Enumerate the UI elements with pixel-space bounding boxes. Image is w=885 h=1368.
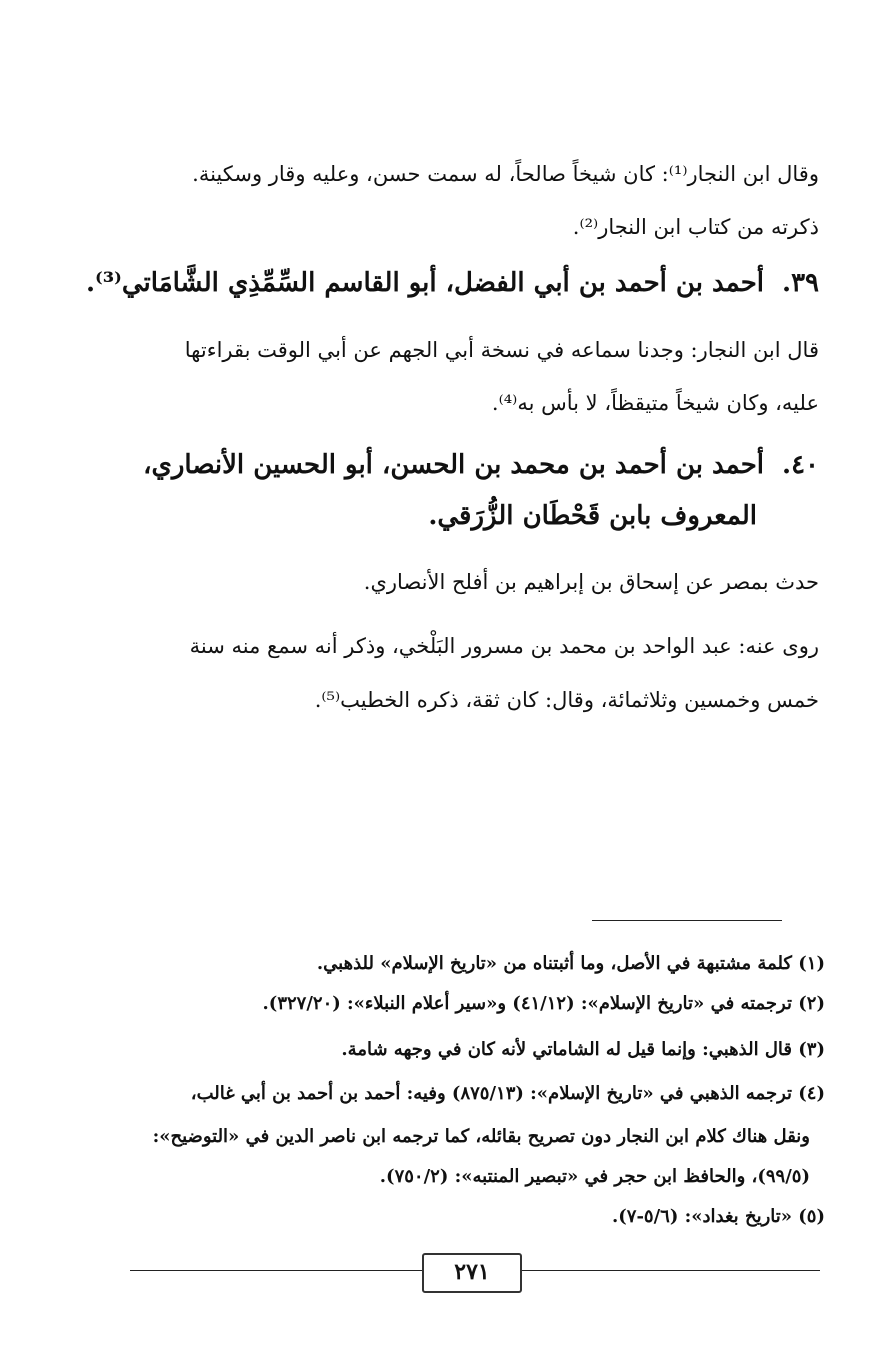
footnote-1: (١) كلمة مشتبهة في الأصل، وما أثبتناه من «تاريخ الإسلام» للذهبي. [316,953,825,974]
footnote-2: (٢) ترجمته في «تاريخ الإسلام»: (٤١/١٢) و«سير أعلام النبلاء»: (٣٢٧/٢٠). [262,993,825,1014]
paragraph-line: خمس وخمسين وثلاثمائة، وقال: كان ثقة، ذكره الخطيب⁽⁵⁾. [314,688,819,712]
paragraph-line: ذكرته من كتاب ابن النجار⁽²⁾. [572,215,819,239]
page-number: ٢٧١ [422,1253,522,1293]
footnote-4-cont: ونقل هناك كلام ابن النجار دون تصريح بقائله، كما ترجمه ابن ناصر الدين في «التوضيح»: [152,1126,810,1147]
entry-heading-40 [66,448,819,482]
paragraph-line: عليه، وكان شيخاً متيقظاً، لا بأس به⁽⁴⁾. [491,391,819,415]
paragraph-line: روى عنه: عبد الواحد بن محمد بن مسرور البَلْخي، وذكر أنه سمع منه سنة [189,634,819,658]
entry-number: ٣٩. [782,268,819,298]
entry-name: أحمد بن أحمد بن أبي الفضل، أبو القاسم السِّمِّذِي الشَّامَاتي⁽³⁾. [85,268,764,298]
entry-name: أحمد بن أحمد بن محمد بن الحسن، أبو الحسين الأنصاري، [143,450,764,480]
entry-number: ٤٠. [782,450,819,480]
footnote-separator [592,920,782,921]
footnote-4: (٤) ترجمه الذهبي في «تاريخ الإسلام»: (٨٧٥/١٣) وفيه: أحمد بن أحمد بن أبي غالب، [190,1083,825,1104]
footnote-4-cont: (٩٩/٥)، والحافظ ابن حجر في «تبصير المنتبه»: (٧٥٠/٢). [379,1166,810,1187]
footnote-5: (٥) «تاريخ بغداد»: (٥/٦-٧). [611,1206,825,1227]
paragraph-line: قال ابن النجار: وجدنا سماعه في نسخة أبي الجهم عن أبي الوقت بقراءتها [184,338,819,362]
paragraph-line: وقال ابن النجار⁽¹⁾: كان شيخاً صالحاً، له سمت حسن، وعليه وقار وسكينة. [192,162,819,186]
footnote-3: (٣) قال الذهبي: وإنما قيل له الشاماتي لأنه كان في وجهه شامة. [341,1039,825,1060]
entry-heading-40-cont: المعروف بابن قَحْطَان الزُّرَقي. [428,501,757,531]
entry-heading-39 [66,266,819,300]
paragraph-line: حدث بمصر عن إسحاق بن إبراهيم بن أفلح الأنصاري. [363,570,819,594]
